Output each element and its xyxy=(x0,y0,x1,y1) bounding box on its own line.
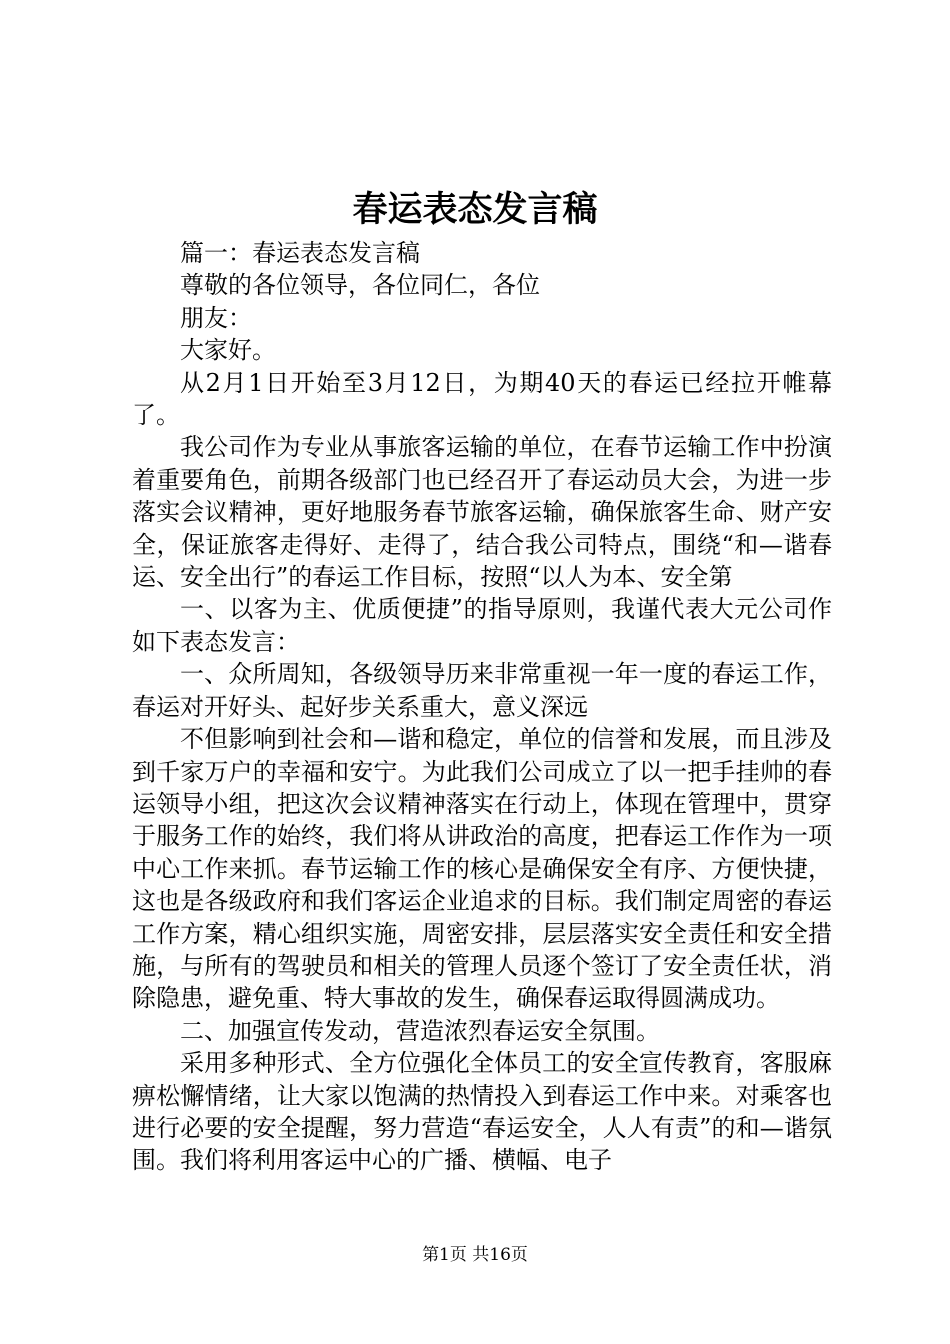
paragraph: 尊敬的各位领导，各位同仁，各位 xyxy=(180,271,540,300)
paragraph: 朋友： xyxy=(180,303,252,332)
paragraph: 采用多种形式、全方位强化全体员工的安全宣传教育，客服麻痹松懈情绪，让大家以饱满的热情投入到春运工作中来。对乘客也进行必要的安全提醒，努力营造“春运安全，人人有责”的和—谐氛围。我们将利用客运中心的广播、横幅、电子 xyxy=(132,1049,832,1175)
page-number: 第1页 共16页 xyxy=(422,1245,528,1265)
paragraph: 一、以客为主、优质便捷”的指导原则，我谨代表大元公司作如下表态发言： xyxy=(132,595,832,656)
document-body xyxy=(132,237,832,1177)
paragraph: 大家好。 xyxy=(180,336,276,365)
paragraph: 二、加强宣传发动，营造浓烈春运安全氛围。 xyxy=(180,1016,660,1045)
page-title: 春运表态发言稿 xyxy=(352,189,598,230)
paragraph: 从2月1日开始至3月12日，为期40天的春运已经拉开帷幕了。 xyxy=(132,368,832,430)
paragraph: 篇一：春运表态发言稿 xyxy=(180,239,420,267)
paragraph: 我公司作为专业从事旅客运输的单位，在春节运输工作中扮演着重要角色，前期各级部门也已经召开了春运动员大会，为进一步落实会议精神，更好地服务春节旅客运输，确保旅客生命、财产安全，保证旅客走得好、走得了，结合我公司特点，围绕“和—谐春运、安全出行”的春运工作目标，按照“以人为本、安全第 xyxy=(132,433,832,592)
paragraph: 一、众所周知，各级领导历来非常重视一年一度的春运工作，春运对开好头、起好步关系重大，意义深远 xyxy=(132,660,832,721)
paragraph: 不但影响到社会和—谐和稳定，单位的信誉和发展，而且涉及到千家万户的幸福和安宁。为此我们公司成立了以一把手挂帅的春运领导小组，把这次会议精神落实在行动上，体现在管理中，贯穿于服务工作的始终，我们将从讲政治的高度，把春运工作作为一项中心工作来抓。春节运输工作的核心是确保安全有序、方便快捷，这也是各级政府和我们客运企业追求的目标。我们制定周密的春运工作方案，精心组织实施，周密安排，层层落实安全责任和安全措施，与所有的驾驶员和相关的管理人员逐个签订了安全责任状，消除隐患，避免重、特大事故的发生，确保春运取得圆满成功。 xyxy=(132,725,832,1013)
